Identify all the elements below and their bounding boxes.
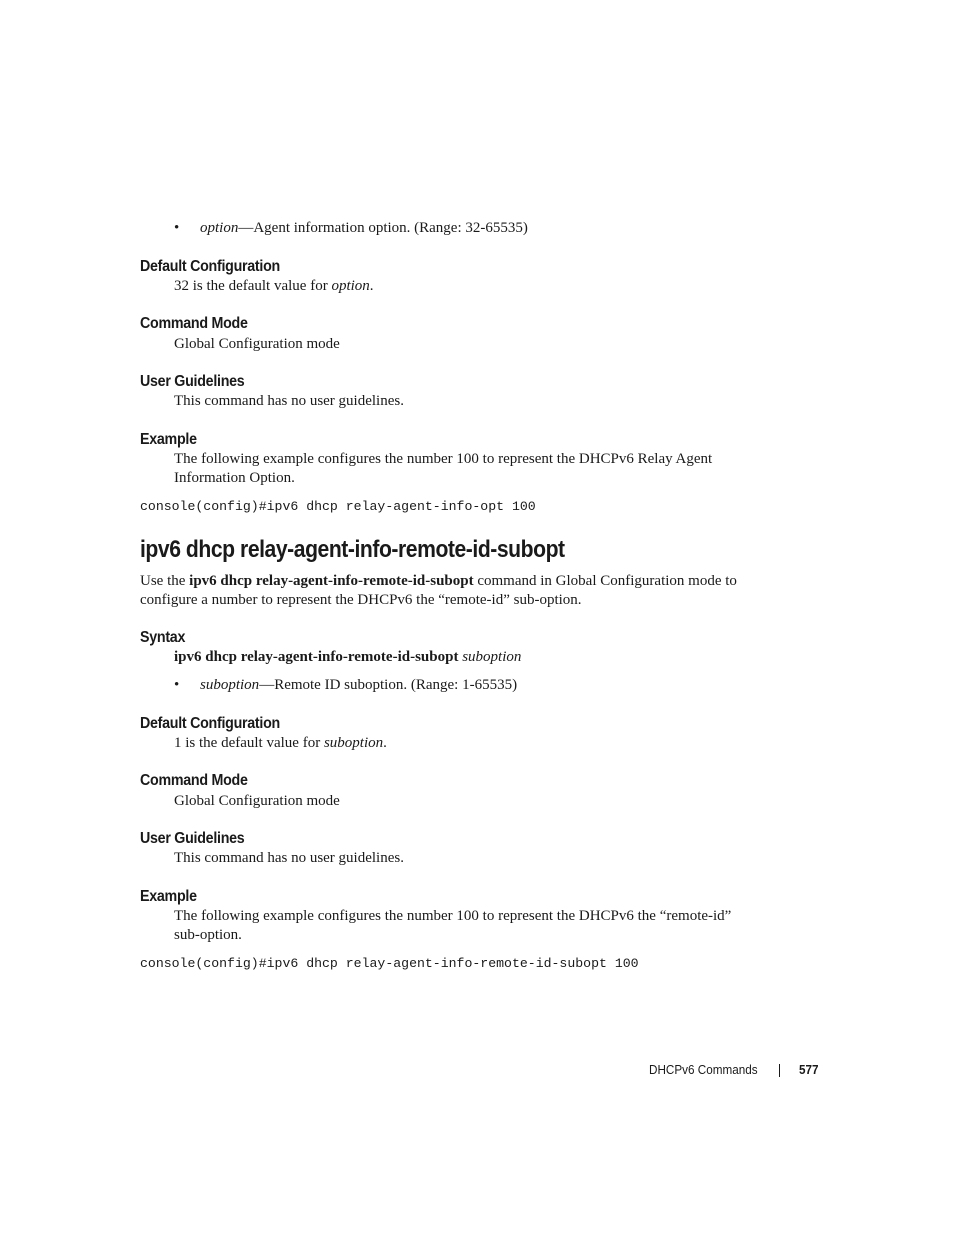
intro-line1 [140,572,737,591]
example-code: console(config)#ipv6 dhcp relay-agent-info-remote-id-subopt 100 [140,956,639,971]
bullet-icon: • [174,220,180,236]
intro-line2: configure a number to represent the DHCPv6 the “remote-id” sub-option. [140,592,582,608]
suboption-term: suboption [200,677,260,693]
option-term: option [200,220,239,236]
syntax-line [174,648,521,667]
example-text-line2: Information Option. [174,470,295,486]
command-mode-text: Global Configuration mode [174,793,340,809]
default-configuration-suffix: . [383,735,387,751]
command-mode-heading: Command Mode [140,315,248,332]
default-configuration-prefix: 1 is the default value for [174,735,324,751]
command-title: ipv6 dhcp relay-agent-info-remote-id-subopt [140,536,565,563]
example-heading: Example [140,888,197,905]
suboption-bullet-text [200,676,517,695]
example-text-line2: sub-option. [174,927,242,943]
user-guidelines-heading: User Guidelines [140,830,245,847]
default-configuration-heading: Default Configuration [140,258,280,275]
example-code: console(config)#ipv6 dhcp relay-agent-info-opt 100 [140,499,536,514]
default-configuration-text [174,277,374,296]
syntax-argument: suboption [462,649,522,665]
option-bullet [174,219,179,238]
suboption-description: —Remote ID suboption. (Range: 1-65535) [259,677,518,693]
default-configuration-term: suboption [323,735,384,751]
user-guidelines-text: This command has no user guidelines. [174,850,404,866]
user-guidelines-heading: User Guidelines [140,373,245,390]
intro-suffix: command in Global Configuration mode to [473,573,737,589]
syntax-command: ipv6 dhcp relay-agent-info-remote-id-subopt [174,649,459,665]
default-configuration-prefix: 32 is the default value for [174,278,332,294]
default-configuration-text [174,734,387,753]
example-text-line1: The following example configures the number 100 to represent the DHCPv6 Relay Agent [174,451,713,467]
footer-chapter: DHCPv6 Commands [649,1062,758,1077]
default-configuration-term: option [331,278,370,294]
option-description: —Agent information option. (Range: 32-65535) [238,220,528,236]
page-number: 577 [799,1062,819,1077]
intro-command: ipv6 dhcp relay-agent-info-remote-id-subopt [189,573,474,589]
example-text-line1: The following example configures the number 100 to represent the DHCPv6 the “remote-id” [174,908,732,924]
user-guidelines-text: This command has no user guidelines. [174,393,404,409]
footer-separator [779,1064,780,1077]
default-configuration-heading: Default Configuration [140,715,280,732]
option-bullet-text [200,219,528,238]
intro-prefix: Use the [140,573,190,589]
default-configuration-suffix: . [369,278,374,294]
example-heading: Example [140,431,197,448]
suboption-bullet [174,676,179,695]
bullet-icon: • [174,677,180,693]
command-mode-heading: Command Mode [140,772,248,789]
syntax-heading: Syntax [140,629,186,646]
command-mode-text: Global Configuration mode [174,336,340,352]
